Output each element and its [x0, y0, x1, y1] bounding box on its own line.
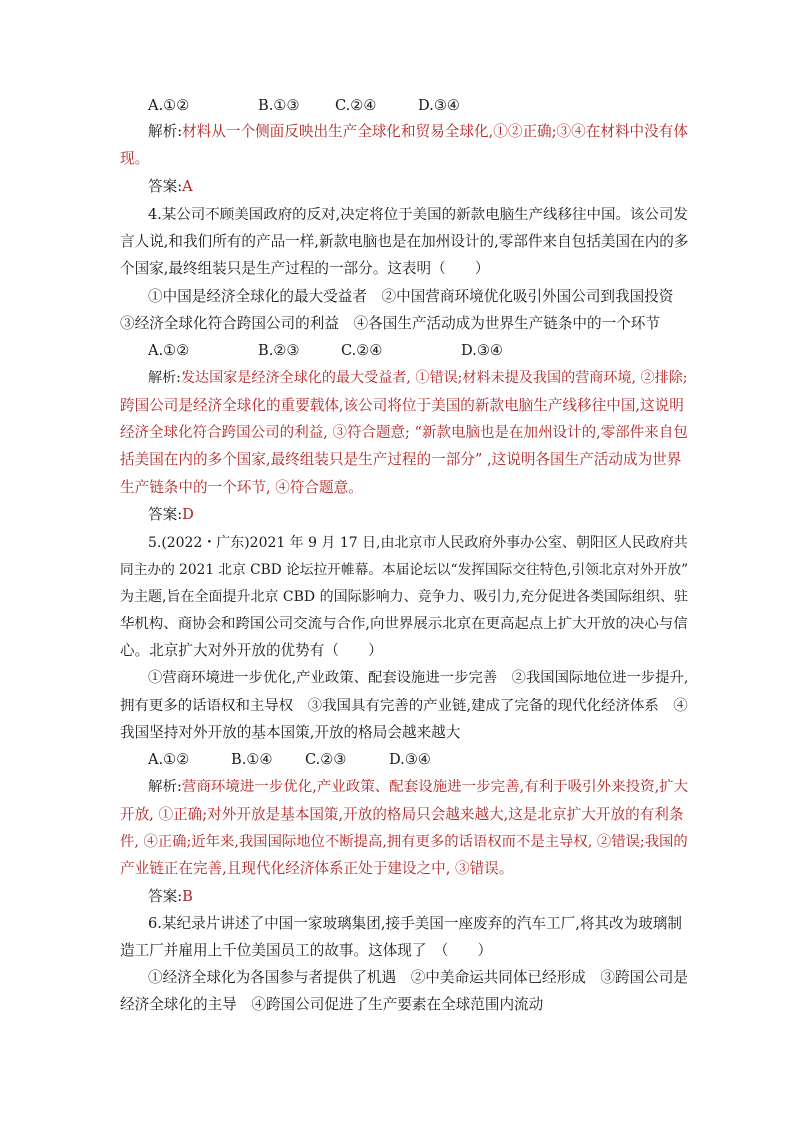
q6-items-line-1: ①经济全球化为各国参与者提供了机遇 ②中美命运共同体已经形成 ③跨国公司是 [148, 969, 688, 986]
option-d: D.③④ [389, 751, 431, 768]
answer-value: D [182, 506, 194, 523]
option-c: C.②④ [341, 342, 383, 359]
option-b: B.②③ [258, 342, 300, 359]
q4-analysis-line-5: 生产链条中的一个环节, ④符合题意。 [120, 479, 363, 496]
q5-stem-line-3: 为主题,旨在全面提升北京 CBD 的国际影响力、竞争力、吸引力,充分促进各类国际组织、驻 [120, 589, 689, 605]
q5-analysis-line-1: 解析:营商环境进一步优化,产业政策、配套设施进一步完善,有利于吸引外来投资,扩大 [148, 779, 689, 795]
q5-stem-line-5: 心。北京扩大对外开放的优势有（ ） [120, 642, 383, 659]
option-a: A.①② [148, 342, 190, 359]
q4-stem-line-3: 个国家,最终组装只是生产过程的一部分。这表明（ ） [120, 260, 490, 277]
q4-analysis-line-3: 经济全球化符合跨国公司的利益, ③符合题意; “新款电脑也是在加州设计的,零部件来自包 [120, 425, 688, 441]
q4-items-line-2: ③经济全球化符合跨国公司的利益 ④各国生产活动成为世界生产链条中的一个环节 [120, 315, 660, 332]
q4-analysis-line-2: 跨国公司是经济全球化的重要载体,该公司将位于美国的新款电脑生产线移往中国,这说明 [120, 397, 684, 414]
q4-answer: 答案:D [148, 506, 194, 523]
q6-stem-line-1: 6.某纪录片讲述了中国一家玻璃集团,接手美国一座废弃的汽车工厂,将其改为玻璃制 [148, 915, 682, 932]
option-b: B.①③ [258, 97, 300, 114]
q5-items-line-3: 我国坚持对外开放的基本国策,开放的格局会越来越大 [120, 724, 461, 741]
q4-items-line-1: ①中国是经济全球化的最大受益者 ②中国营商环境优化吸引外国公司到我国投资 [148, 288, 674, 305]
answer-value: B [182, 888, 193, 905]
q5-stem-line-2: 同主办的 2021 北京 CBD 论坛拉开帷幕。本届论坛以“发挥国际交往特色,引领北京对外开放” [120, 562, 689, 578]
option-b: B.①④ [231, 751, 273, 768]
option-d: D.③④ [418, 97, 460, 114]
answer-value: A [182, 178, 193, 195]
q3-options [148, 96, 460, 116]
q3-analysis-line-2: 现。 [120, 150, 150, 167]
q4-analysis-line-4: 括美国在内的多个国家,最终组装只是生产过程的一部分” ,这说明各国生产活动成为世界 [120, 451, 682, 468]
q6-stem-line-2: 造工厂并雇用上千位美国员工的故事。这体现了 （ ） [120, 942, 493, 959]
q5-items-line-1: ①营商环境进一步优化,产业政策、配套设施进一步完善 ②我国国际地位进一步提升, [148, 670, 689, 686]
q5-analysis-line-3: 件, ④正确;近年来,我国国际地位不断提高,拥有更多的话语权而不是主导权, ②错误;我国的 [120, 834, 688, 850]
option-d: D.③④ [461, 342, 503, 359]
q3-analysis-line-1: 解析:材料从一个侧面反映出生产全球化和贸易全球化,①②正确;③④在材料中没有体 [148, 123, 688, 140]
q4-analysis-line-1: 解析:发达国家是经济全球化的最大受益者, ①错误;材料未提及我国的营商环境, ②排除; [148, 370, 688, 386]
option-a: A.①② [148, 97, 190, 114]
option-c: C.②③ [305, 751, 347, 768]
q5-stem-line-4: 华机构、商协会和跨国公司交流与合作,向世界展示北京在更高起点上扩大开放的决心与信 [120, 616, 688, 632]
q5-answer: 答案:B [148, 888, 193, 905]
option-a: A.①② [148, 751, 190, 768]
q5-items-line-2: 拥有更多的话语权和主导权 ③我国具有完善的产业链,建成了完备的现代化经济体系 ④ [120, 698, 688, 714]
q4-options [148, 341, 503, 361]
option-c: C.②④ [335, 97, 377, 114]
q4-stem-line-1: 4.某公司不顾美国政府的反对,决定将位于美国的新款电脑生产线移往中国。该公司发 [148, 207, 688, 223]
q5-analysis-line-2: 开放, ①正确;对外开放是基本国策,开放的格局只会越来越大,这是北京扩大开放的有利条 [120, 806, 684, 823]
q4-stem-line-2: 言人说,和我们所有的产品一样,新款电脑也是在加州设计的,零部件来自包括美国在内的多 [120, 233, 689, 250]
q6-items-line-2: 经济全球化的主导 ④跨国公司促进了生产要素在全球范围内流动 [120, 996, 544, 1013]
q3-answer: 答案:A [148, 178, 193, 195]
q5-analysis-line-4: 产业链正在完善,且现代化经济体系正处于建设之中, ③错误。 [120, 860, 514, 877]
q5-options [148, 750, 431, 770]
q5-stem-line-1: 5.(2022・广东)2021 年 9 月 17 日,由北京市人民政府外事办公室、朝阳区人民政府共 [148, 535, 688, 551]
